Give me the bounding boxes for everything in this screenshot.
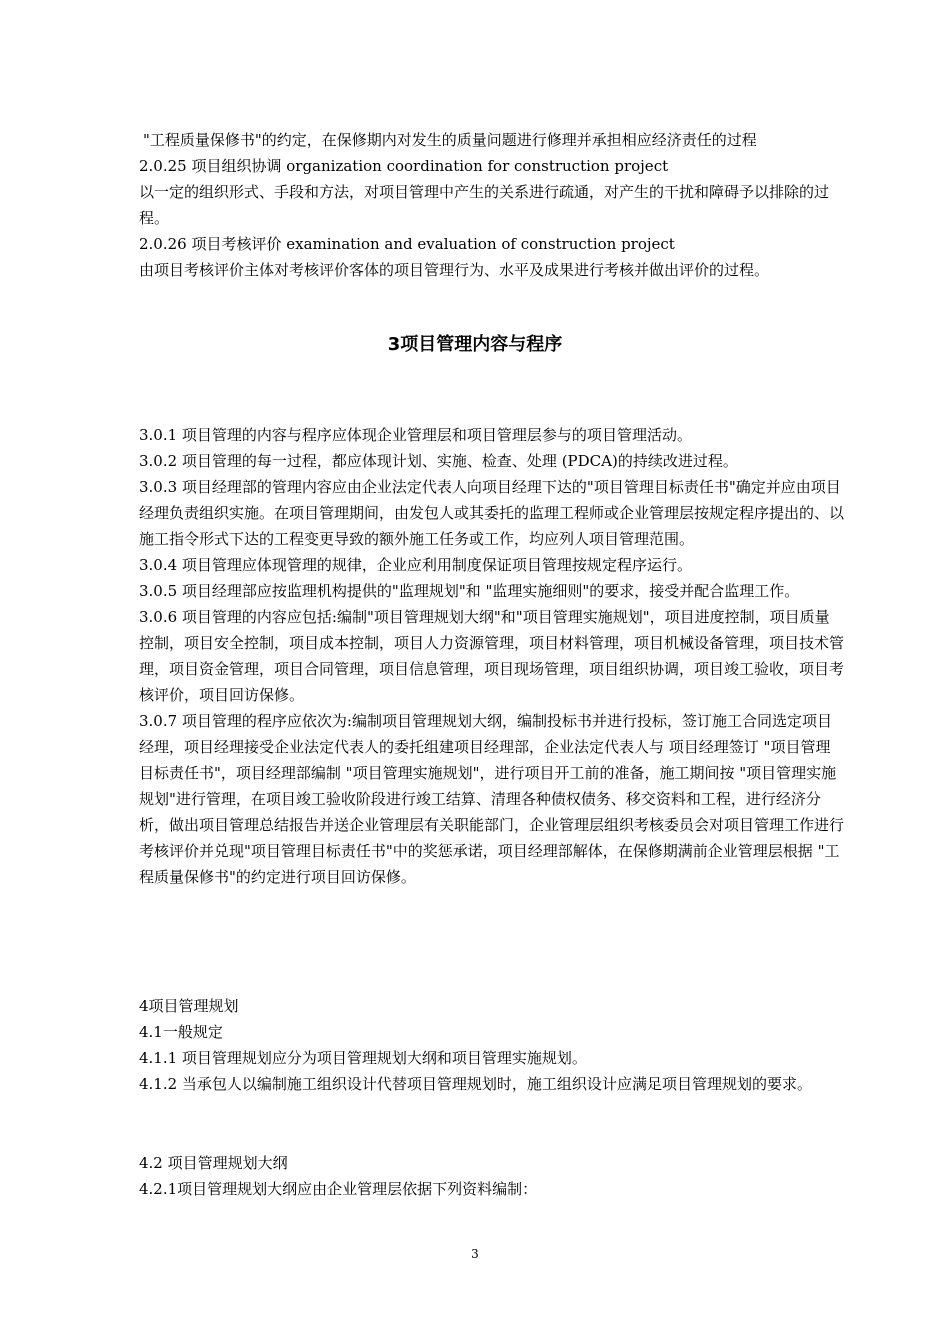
paragraph: "工程质量保修书"的约定，在保修期内对发生的质量问题进行修理并承担相应经济责任的过程	[143, 131, 757, 149]
clause: 4.1.1 项目管理规划应分为项目管理规划大纲和项目管理实施规划。	[139, 1049, 587, 1067]
clause: 3.0.1 项目管理的内容与程序应体现企业管理层和项目管理层参与的项目管理活动。	[139, 426, 692, 444]
section-title: 3项目管理内容与程序	[387, 334, 563, 355]
paragraph: 以一定的组织形式、手段和方法，对项目管理中产生的关系进行疏通，对产生的干扰和障碍予以排除的过程。	[139, 183, 830, 227]
clause: 3.0.2 项目管理的每一过程，都应体现计划、实施、检查、处理 (PDCA)的持续改进过程。	[139, 452, 738, 470]
term-heading: 2.0.26 项目考核评价 examination and evaluation of construction project	[139, 235, 675, 253]
clause: 4.1.2 当承包人以编制施工组织设计代替项目管理规划时，施工组织设计应满足项目管理规划的要求。	[139, 1075, 812, 1093]
section-4-block	[139, 993, 844, 1097]
clause: 4.2.1项目管理规划大纲应由企业管理层依据下列资料编制：	[139, 1180, 538, 1198]
section-4-2-block	[139, 1150, 844, 1202]
clause: 3.0.6 项目管理的内容应包括:编制"项目管理规划大纲"和"项目管理实施规划"，项目进度控制，项目质量控制，项目安全控制，项目成本控制，项目人力资源管理，项目材料管理，项目机械设备管理，项目技术管理，项目资金管理，项目合同管理，项目信息管理，项目现场管理，项目组织协调，项目竣工验收，项目考核评价，项目回访保修。	[139, 608, 845, 704]
page-number: 3	[471, 1247, 479, 1261]
clause: 3.0.4 项目管理应体现管理的规律，企业应利用制度保证项目管理按规定程序运行。	[139, 556, 692, 574]
clause: 3.0.7 项目管理的程序应依次为:编制项目管理规划大纲，编制投标书并进行投标，签订施工合同选定项目经理，项目经理接受企业法定代表人的委托组建项目经理部，企业法定代表人与 项目经理签订 "项目管理目标责任书"，项目经理部编制 "项目管理实施规划"，进行项目开工前的准备，施工期间按 "项目管理实施规划"进行管理，在项目竣工验收阶段进行竣工结算、清理各种债权债务、移交资料和工程，进行经济分析，做出项目管理总结报告并送企业管理层有关职能部门，企业管理层组织考核委员会对项目管理工作进行考核评价并兑现"项目管理目标责任书"中的奖惩承诺，项目经理部解体，在保修期满前企业管理层根据 "工程质量保修书"的约定进行项目回访保修。	[139, 712, 845, 886]
section-3-block	[139, 422, 844, 890]
definitions-block	[139, 127, 844, 283]
clause: 3.0.3 项目经理部的管理内容应由企业法定代表人向项目经理下达的"项目管理目标责任书"确定并应由项目经理负责组织实施。在项目管理期间，由发包人或其委托的监理工程师或企业管理层按规定程序提出的、以施工指令形式下达的工程变更导致的额外施工任务或工作，均应列人项目管理范围。	[139, 478, 845, 548]
subsection-heading: 4.2 项目管理规划大纲	[139, 1154, 288, 1172]
chapter-heading: 4项目管理规划	[139, 997, 239, 1015]
term-heading: 2.0.25 项目组织协调 organization coordination for construction project	[139, 157, 669, 175]
clause: 3.0.5 项目经理部应按监理机构提供的"监理规划"和 "监理实施细则"的要求，接受并配合监理工作。	[139, 582, 800, 600]
paragraph: 由项目考核评价主体对考核评价客体的项目管理行为、水平及成果进行考核并做出评价的过程。	[139, 261, 770, 279]
subsection-heading: 4.1一般规定	[139, 1023, 223, 1041]
